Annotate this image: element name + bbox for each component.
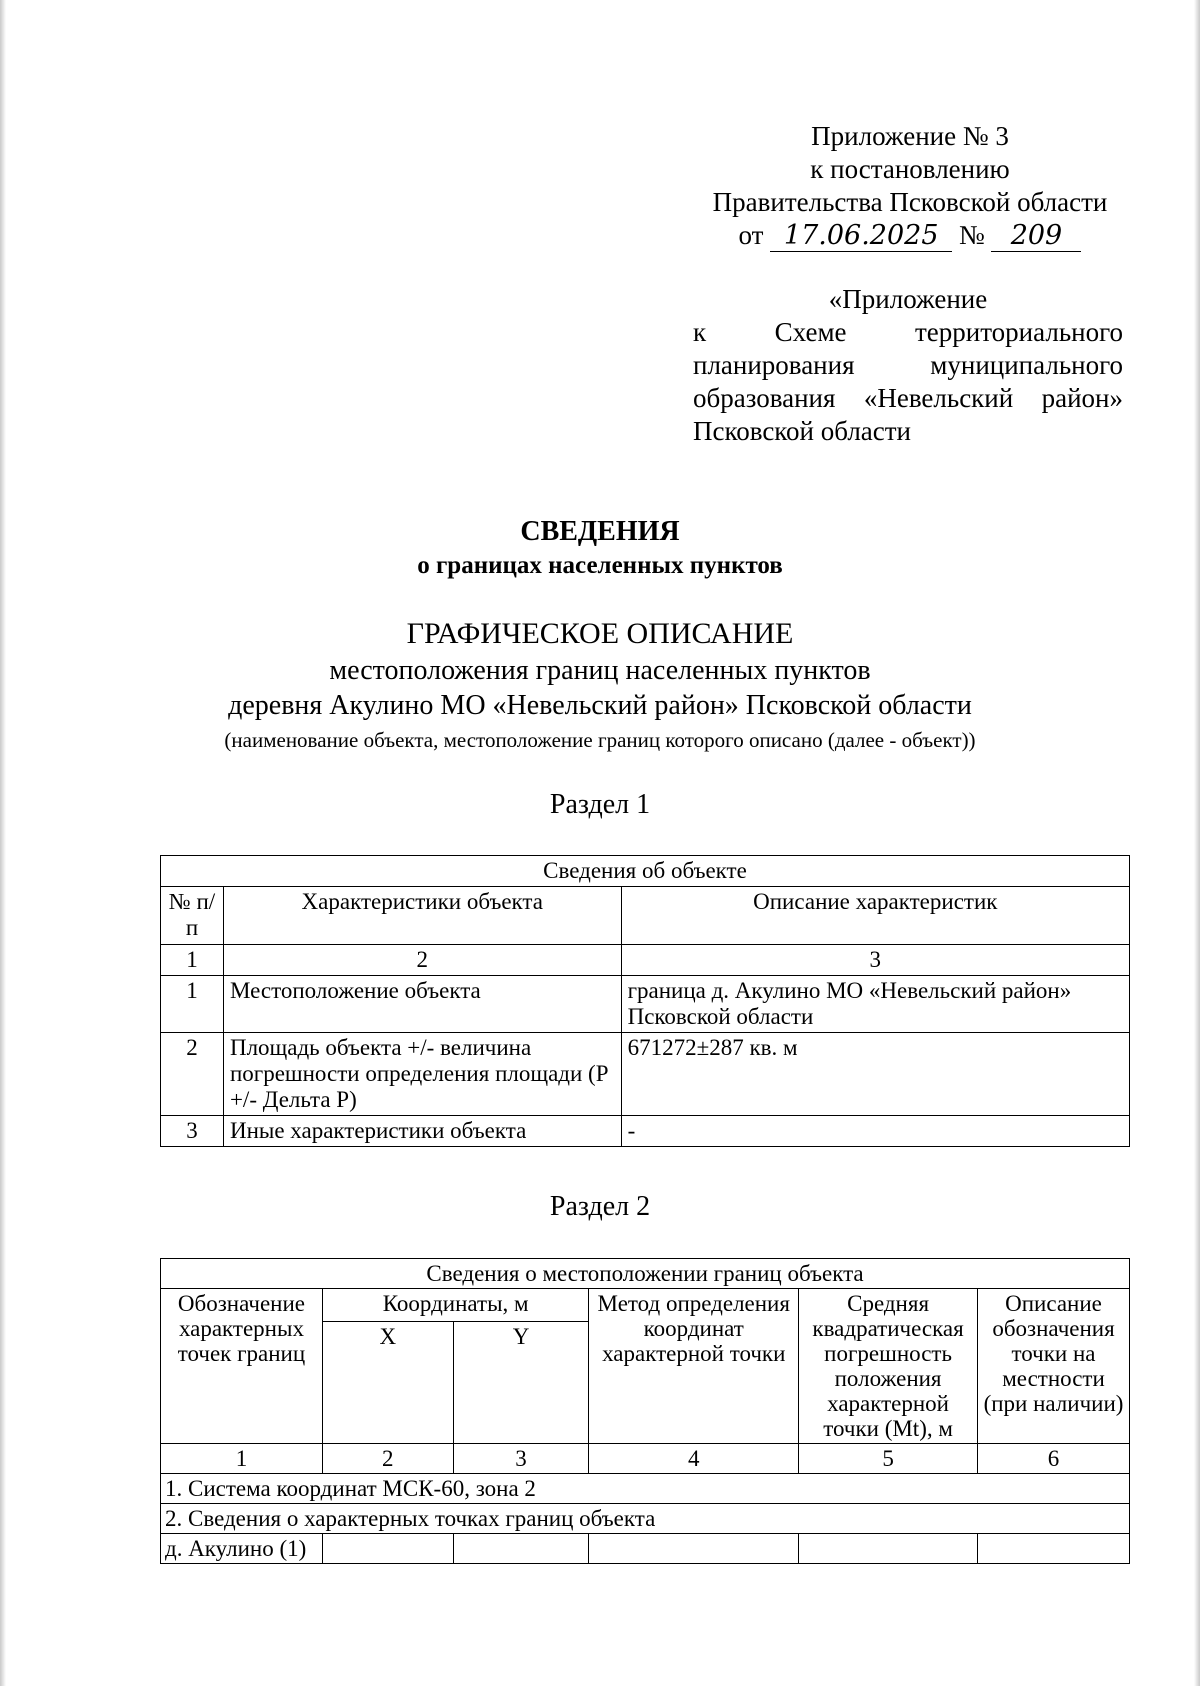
column-numbering-row: [161, 945, 1130, 976]
table-row: [161, 1534, 1130, 1564]
column-number: 1: [161, 945, 224, 976]
column-number: 1: [161, 1444, 323, 1474]
boundary-location-table: [160, 1258, 1130, 1564]
appendix2-line5: Псковской области: [693, 416, 912, 446]
coordinate-system-row: 1. Система координат МСК-60, зона 2: [161, 1474, 1130, 1504]
description-cell: -: [621, 1116, 1129, 1147]
handwritten-date: 17.06.2025: [770, 221, 952, 252]
points-info-row: 2. Сведения о характерных точках границ объекта: [161, 1504, 1130, 1534]
section1-title: Раздел 1: [549, 789, 651, 820]
header-coordinates: Координаты, м: [322, 1289, 589, 1322]
table-header-row: [161, 1289, 1130, 1322]
table-row: [161, 976, 1130, 1033]
characteristic-cell: Площадь объекта +/- величина погрешности определения площади (P +/- Дельта P): [223, 1033, 621, 1116]
characteristic-cell: Местоположение объекта: [223, 976, 621, 1033]
handwritten-number: 209: [991, 221, 1081, 252]
graphic-description-title: ГРАФИЧЕСКОЕ ОПИСАНИЕ: [406, 617, 794, 650]
column-number: 2: [322, 1444, 453, 1474]
table-caption: Сведения об объекте: [161, 856, 1130, 887]
column-number: 2: [223, 945, 621, 976]
column-number: 6: [978, 1444, 1130, 1474]
characteristic-cell: Иные характеристики объекта: [223, 1116, 621, 1147]
column-numbering-row: [161, 1444, 1130, 1474]
empty-cell: [453, 1534, 589, 1564]
column-number: 3: [453, 1444, 589, 1474]
object-name-cell: д. Акулино (1): [161, 1534, 323, 1564]
scan-edge-right: [1194, 0, 1200, 1686]
description-cell: 671272±287 кв. м: [621, 1033, 1129, 1116]
row-number: 1: [161, 976, 224, 1033]
appendix2-line3: планирования муниципального: [693, 350, 1123, 380]
appendix-number: Приложение № 3: [811, 121, 1009, 151]
table-row: [161, 1474, 1130, 1504]
row-number: 3: [161, 1116, 224, 1147]
empty-cell: [799, 1534, 978, 1564]
appendix2-line4: образования «Невельский район»: [693, 383, 1123, 413]
graphic-description-note: (наименование объекта, местоположение границ которого описано (далее - объект)): [224, 728, 976, 752]
table-row: [161, 1033, 1130, 1116]
empty-cell: [322, 1534, 453, 1564]
date-prefix: от: [738, 220, 764, 250]
table-caption: Сведения о местоположении границ объекта: [161, 1259, 1130, 1289]
table-header-row: [161, 887, 1130, 945]
document-subtitle: о границах населенных пунктов: [417, 552, 783, 579]
appendix-scheme-header: [693, 283, 1123, 448]
number-sign: №: [958, 220, 985, 250]
header-x: X: [322, 1322, 453, 1444]
header-method: Метод определения координат характерной точки: [589, 1289, 799, 1444]
graphic-description-line3: деревня Акулино МО «Невельский район» Псковской области: [228, 690, 972, 721]
table-caption-row: [161, 856, 1130, 887]
table-row: [161, 1116, 1130, 1147]
appendix2-line2: к Схеме территориального: [693, 317, 1123, 347]
graphic-description-line2: местоположения границ населенных пунктов: [329, 655, 871, 686]
row-number: 2: [161, 1033, 224, 1116]
header-points: Обозначение характерных точек границ: [161, 1289, 323, 1444]
appendix-government: Правительства Псковской области: [712, 187, 1108, 217]
header-description: Описание обозначения точки на местности (при наличии): [978, 1289, 1130, 1444]
header-y: Y: [453, 1322, 589, 1444]
scan-edge-left: [0, 0, 6, 1686]
appendix2-title: «Приложение: [828, 284, 988, 314]
empty-cell: [589, 1534, 799, 1564]
header-cell: № п/п: [161, 887, 224, 945]
description-cell: граница д. Акулино МО «Невельский район» Псковской области: [621, 976, 1129, 1033]
appendix-header: [700, 120, 1120, 252]
empty-cell: [978, 1534, 1130, 1564]
column-number: 3: [621, 945, 1129, 976]
column-number: 5: [799, 1444, 978, 1474]
section2-title: Раздел 2: [549, 1191, 651, 1222]
table-row: [161, 1504, 1130, 1534]
column-number: 4: [589, 1444, 799, 1474]
appendix-to-resolution: к постановлению: [810, 154, 1010, 184]
header-cell: Характеристики объекта: [223, 887, 621, 945]
object-info-table: [160, 855, 1130, 1147]
document-title: СВЕДЕНИЯ: [520, 516, 680, 547]
appendix-date-line: [700, 219, 1120, 252]
table-caption-row: [161, 1259, 1130, 1289]
header-error: Средняя квадратическая погрешность положения характерной точки (Mt), м: [799, 1289, 978, 1444]
header-cell: Описание характеристик: [621, 887, 1129, 945]
